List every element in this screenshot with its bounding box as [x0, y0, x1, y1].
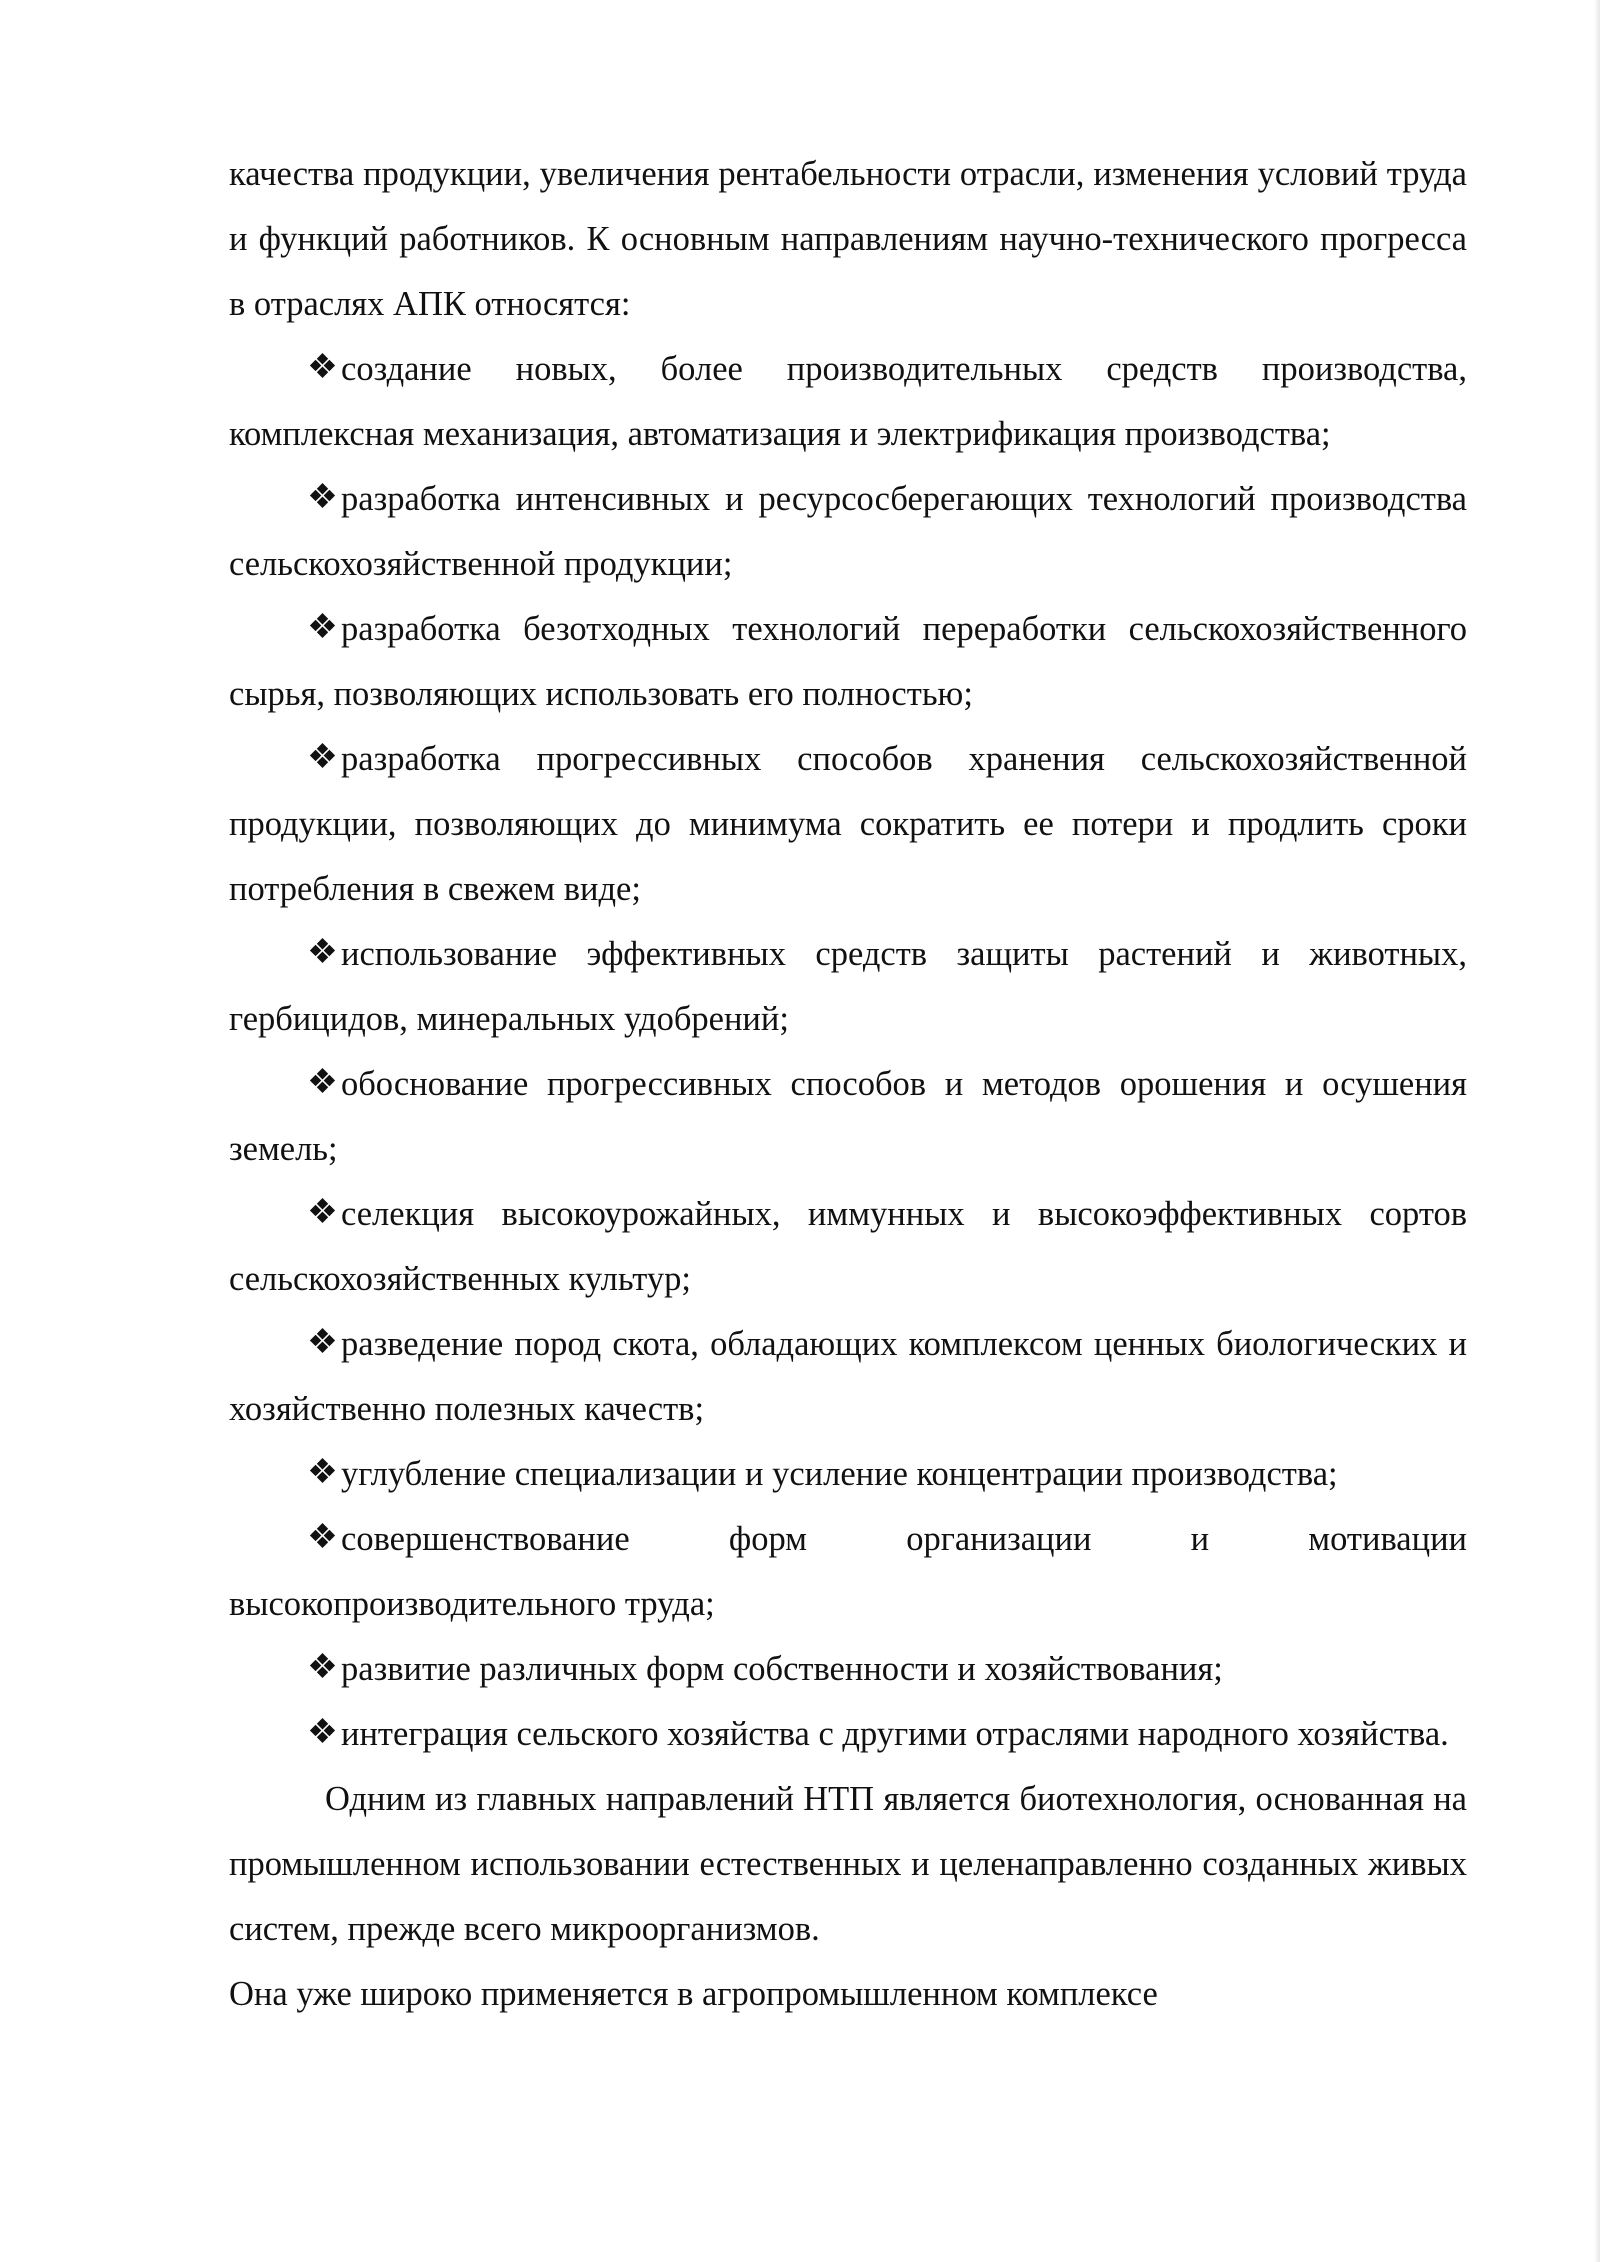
list-item: [229, 467, 1467, 597]
diamond-bullet-icon: ❖: [307, 1193, 338, 1231]
diamond-bullet-icon: ❖: [307, 738, 338, 776]
list-item: [229, 1637, 1467, 1702]
list-item-text: развитие различных форм собственности и хозяйствования;: [341, 1650, 1223, 1688]
diamond-bullet-icon: ❖: [307, 1648, 338, 1686]
diamond-bullet-icon: ❖: [307, 1713, 338, 1751]
list-item: [229, 1507, 1467, 1637]
list-item: [229, 1702, 1467, 1767]
list-item: [229, 1182, 1467, 1312]
diamond-bullet-icon: ❖: [307, 933, 338, 971]
list-item-text: разработка интенсивных и ресурсосберегающих технологий производства сельскохозяйственной продукции;: [229, 480, 1467, 583]
list-item-text: совершенствование форм организации и мотивации высокопроизводительного труда;: [229, 1520, 1467, 1623]
diamond-bullet-icon: ❖: [307, 478, 338, 516]
list-item: [229, 1312, 1467, 1442]
page-edge-shadow: [1594, 0, 1600, 2262]
document-body: [229, 142, 1467, 2027]
list-item-text: разработка безотходных технологий переработки сельскохозяйственного сырья, позволяющих использовать его полностью;: [229, 610, 1467, 713]
diamond-bullet-icon: ❖: [307, 1453, 338, 1491]
list-item-text: углубление специализации и усиление концентрации производства;: [341, 1455, 1338, 1493]
list-item-text: разработка прогрессивных способов хранения сельскохозяйственной продукции, позволяющих до минимума сократить ее потери и продлить сроки потребления в свежем виде;: [229, 740, 1467, 908]
diamond-bullet-icon: ❖: [307, 1518, 338, 1556]
list-item-text: селекция высокоурожайных, иммунных и высокоэффективных сортов сельскохозяйственных культур;: [229, 1195, 1467, 1298]
list-item-text: интеграция сельского хозяйства с другими отраслями народного хозяйства.: [341, 1715, 1449, 1753]
diamond-bullet-icon: ❖: [307, 1063, 338, 1101]
list-item: [229, 337, 1467, 467]
list-item: [229, 1052, 1467, 1182]
list-item-text: обоснование прогрессивных способов и методов орошения и осушения земель;: [229, 1065, 1467, 1168]
list-item: [229, 727, 1467, 922]
diamond-bullet-icon: ❖: [307, 608, 338, 646]
list-item: [229, 922, 1467, 1052]
list-item-text: создание новых, более производительных средств производства, комплексная механизация, автоматизация и электрификация производства;: [229, 350, 1467, 453]
intro-paragraph: качества продукции, увеличения рентабельности отрасли, изменения условий труда и функций работников. К основным направлениям научно-технического прогресса в отраслях АПК относятся:: [229, 155, 1467, 323]
list-item: [229, 597, 1467, 727]
list-item: [229, 1442, 1467, 1507]
list-item-text: разведение пород скота, обладающих комплексом ценных биологических и хозяйственно полезных качеств;: [229, 1325, 1467, 1428]
closing-paragraph: Одним из главных направлений НТП является биотехнология, основанная на промышленном использовании естественных и целенаправленно созданных живых систем, прежде всего микроорганизмов.: [229, 1780, 1467, 1948]
diamond-bullet-icon: ❖: [307, 1323, 338, 1361]
list-item-text: использование эффективных средств защиты растений и животных, гербицидов, минеральных удобрений;: [229, 935, 1467, 1038]
diamond-bullet-icon: ❖: [307, 348, 338, 386]
closing-continuation: Она уже широко применяется в агропромышленном комплексе: [229, 1975, 1158, 2013]
